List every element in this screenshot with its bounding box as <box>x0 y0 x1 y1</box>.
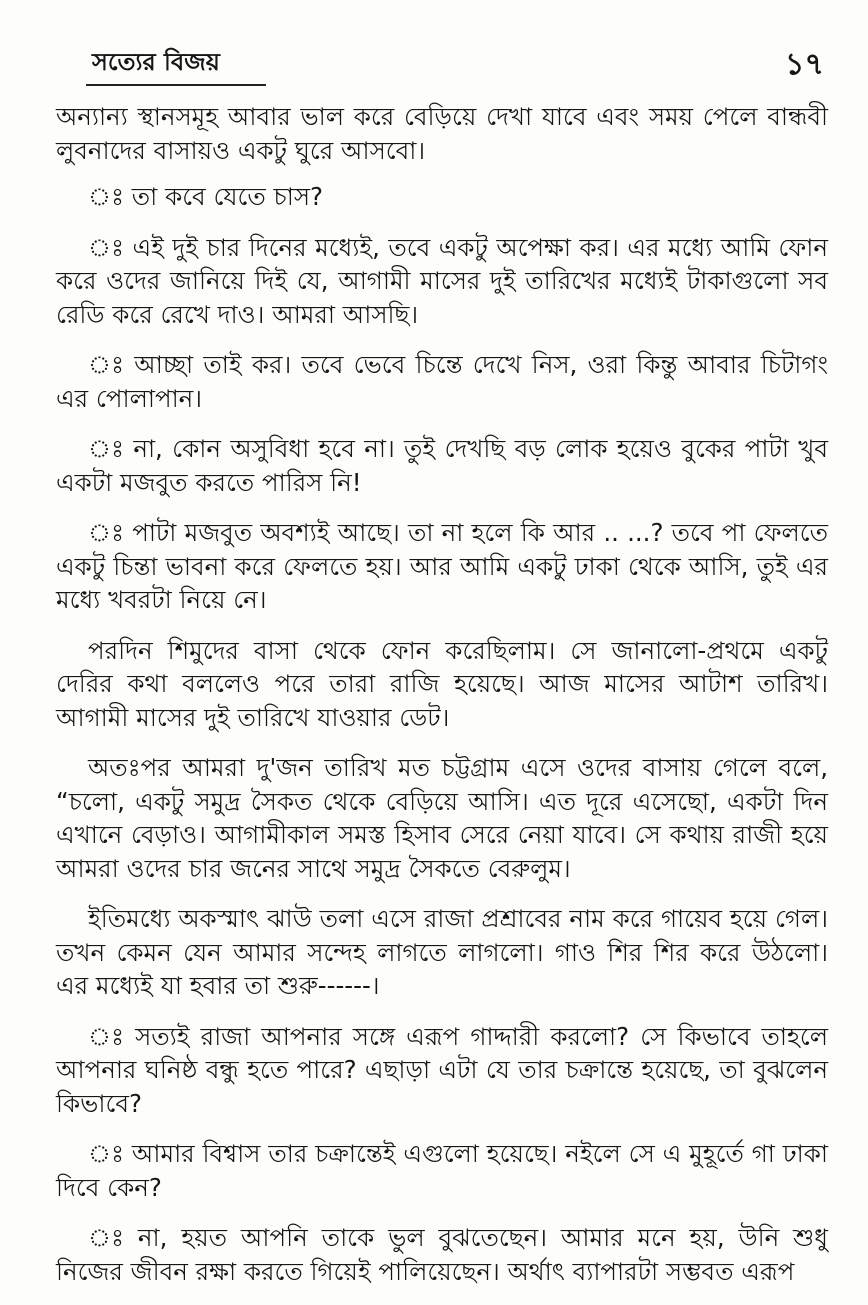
paragraph: ঃ না, হয়ত আপনি তাকে ভুল বুঝতেছেন। আমার মনে হয়, উনি শুধু নিজের জীবন রক্ষা করতে গিয়েই পালিয়েছেন। অর্থাৎ ব্যাপারটা সম্ভবত এরূপ <box>56 1223 828 1286</box>
paragraph: ইতিমধ্যে অকস্মাৎ ঝাউ তলা এসে রাজা প্রশ্রাবের নাম করে গায়েব হয়ে গেল। তখন কেমন যেন আমার সন্দেহ লাগতে লাগলো। গাও শির শির করে উঠলো। এর মধ্যেই যা হবার তা শুরু------। <box>56 904 828 1000</box>
paragraph: ঃ তা কবে যেতে চাস? <box>88 182 324 211</box>
paragraph: ঃ সত্যই রাজা আপনার সঙ্গে এরূপ গাদ্দারী করলো? সে কিভাবে তাহলে আপনার ঘনিষ্ঠ বন্ধু হতে পারে? এছাড়া এটা যে তার চক্রান্তে হয়েছে, তা বুঝলেন কিভাবে? <box>56 1021 828 1118</box>
paragraph: অন্যান্য স্থানসমূহ আবার ভাল করে বেড়িয়ে দেখা যাবে এবং সময় পেলে বান্ধবী লুবনাদের বাসায়ও একটু ঘুরে আসবো। <box>56 102 828 165</box>
paragraph: ঃ পাটা মজবুত অবশ্যই আছে। তা না হলে কি আর .. ...? তবে পা ফেলতে একটু চিন্তা ভাবনা করে ফেলতে হয়। আর আমি একটু ঢাকা থেকে আসি, তুই এর মধ্যে খবরটা নিয়ে নে। <box>56 518 828 614</box>
paragraph: ঃ এই দুই চার দিনের মধ্যেই, তবে একটু অপেক্ষা কর। এর মধ্যে আমি ফোন করে ওদের জানিয়ে দিই যে, আগামী মাসের দুই তারিখের মধ্যেই টাকাগুলো সব রেডি করে রেখে দাও। আমরা আসছি। <box>56 232 828 329</box>
header-underline <box>86 84 266 86</box>
paragraph: ঃ না, কোন অসুবিধা হবে না। তুই দেখছি বড় লোক হয়েও বুকের পাটা খুব একটা মজবুত করতে পারিস নি! <box>56 434 828 497</box>
body-text <box>56 100 828 1305</box>
page-number: ১৭ <box>785 47 824 82</box>
page-header <box>56 0 828 100</box>
paragraph: পরদিন শিমুদের বাসা থেকে ফোন করেছিলাম। সে জানালো-প্রথমে একটু দেরির কথা বললেও পরে তারা রাজি হয়েছে। আজ মাসের আটাশ তারিখ। আগামী মাসের দুই তারিখে যাওয়ার ডেট। <box>56 635 828 732</box>
running-title: সত্যের বিজয় <box>92 48 220 76</box>
paragraph: ঃ আমার বিশ্বাস তার চক্রান্তেই এগুলো হয়েছে। নইলে সে এ মুহূর্তে গা ঢাকা দিবে কেন? <box>56 1139 828 1202</box>
paragraph: ঃ আচ্ছা তাই কর। তবে ভেবে চিন্তে দেখে নিস, ওরা কিন্তু আবার চিটাগং এর পোলাপান। <box>56 350 828 413</box>
paragraph: অতঃপর আমরা দু'জন তারিখ মত চট্টগ্রাম এসে ওদের বাসায় গেলে বলে, “চলো, একটু সমুদ্র সৈকত থেকে বেড়িয়ে আসি। এত দূরে এসেছো, একটা দিন এখানে বেড়াও। আগামীকাল সমস্ত হিসাব সেরে নেয়া যাবে। সে কথায় রাজী হয়ে আমরা ওদের চার জনের সাথে সমুদ্র সৈকতে বেরুলুম। <box>56 753 828 883</box>
